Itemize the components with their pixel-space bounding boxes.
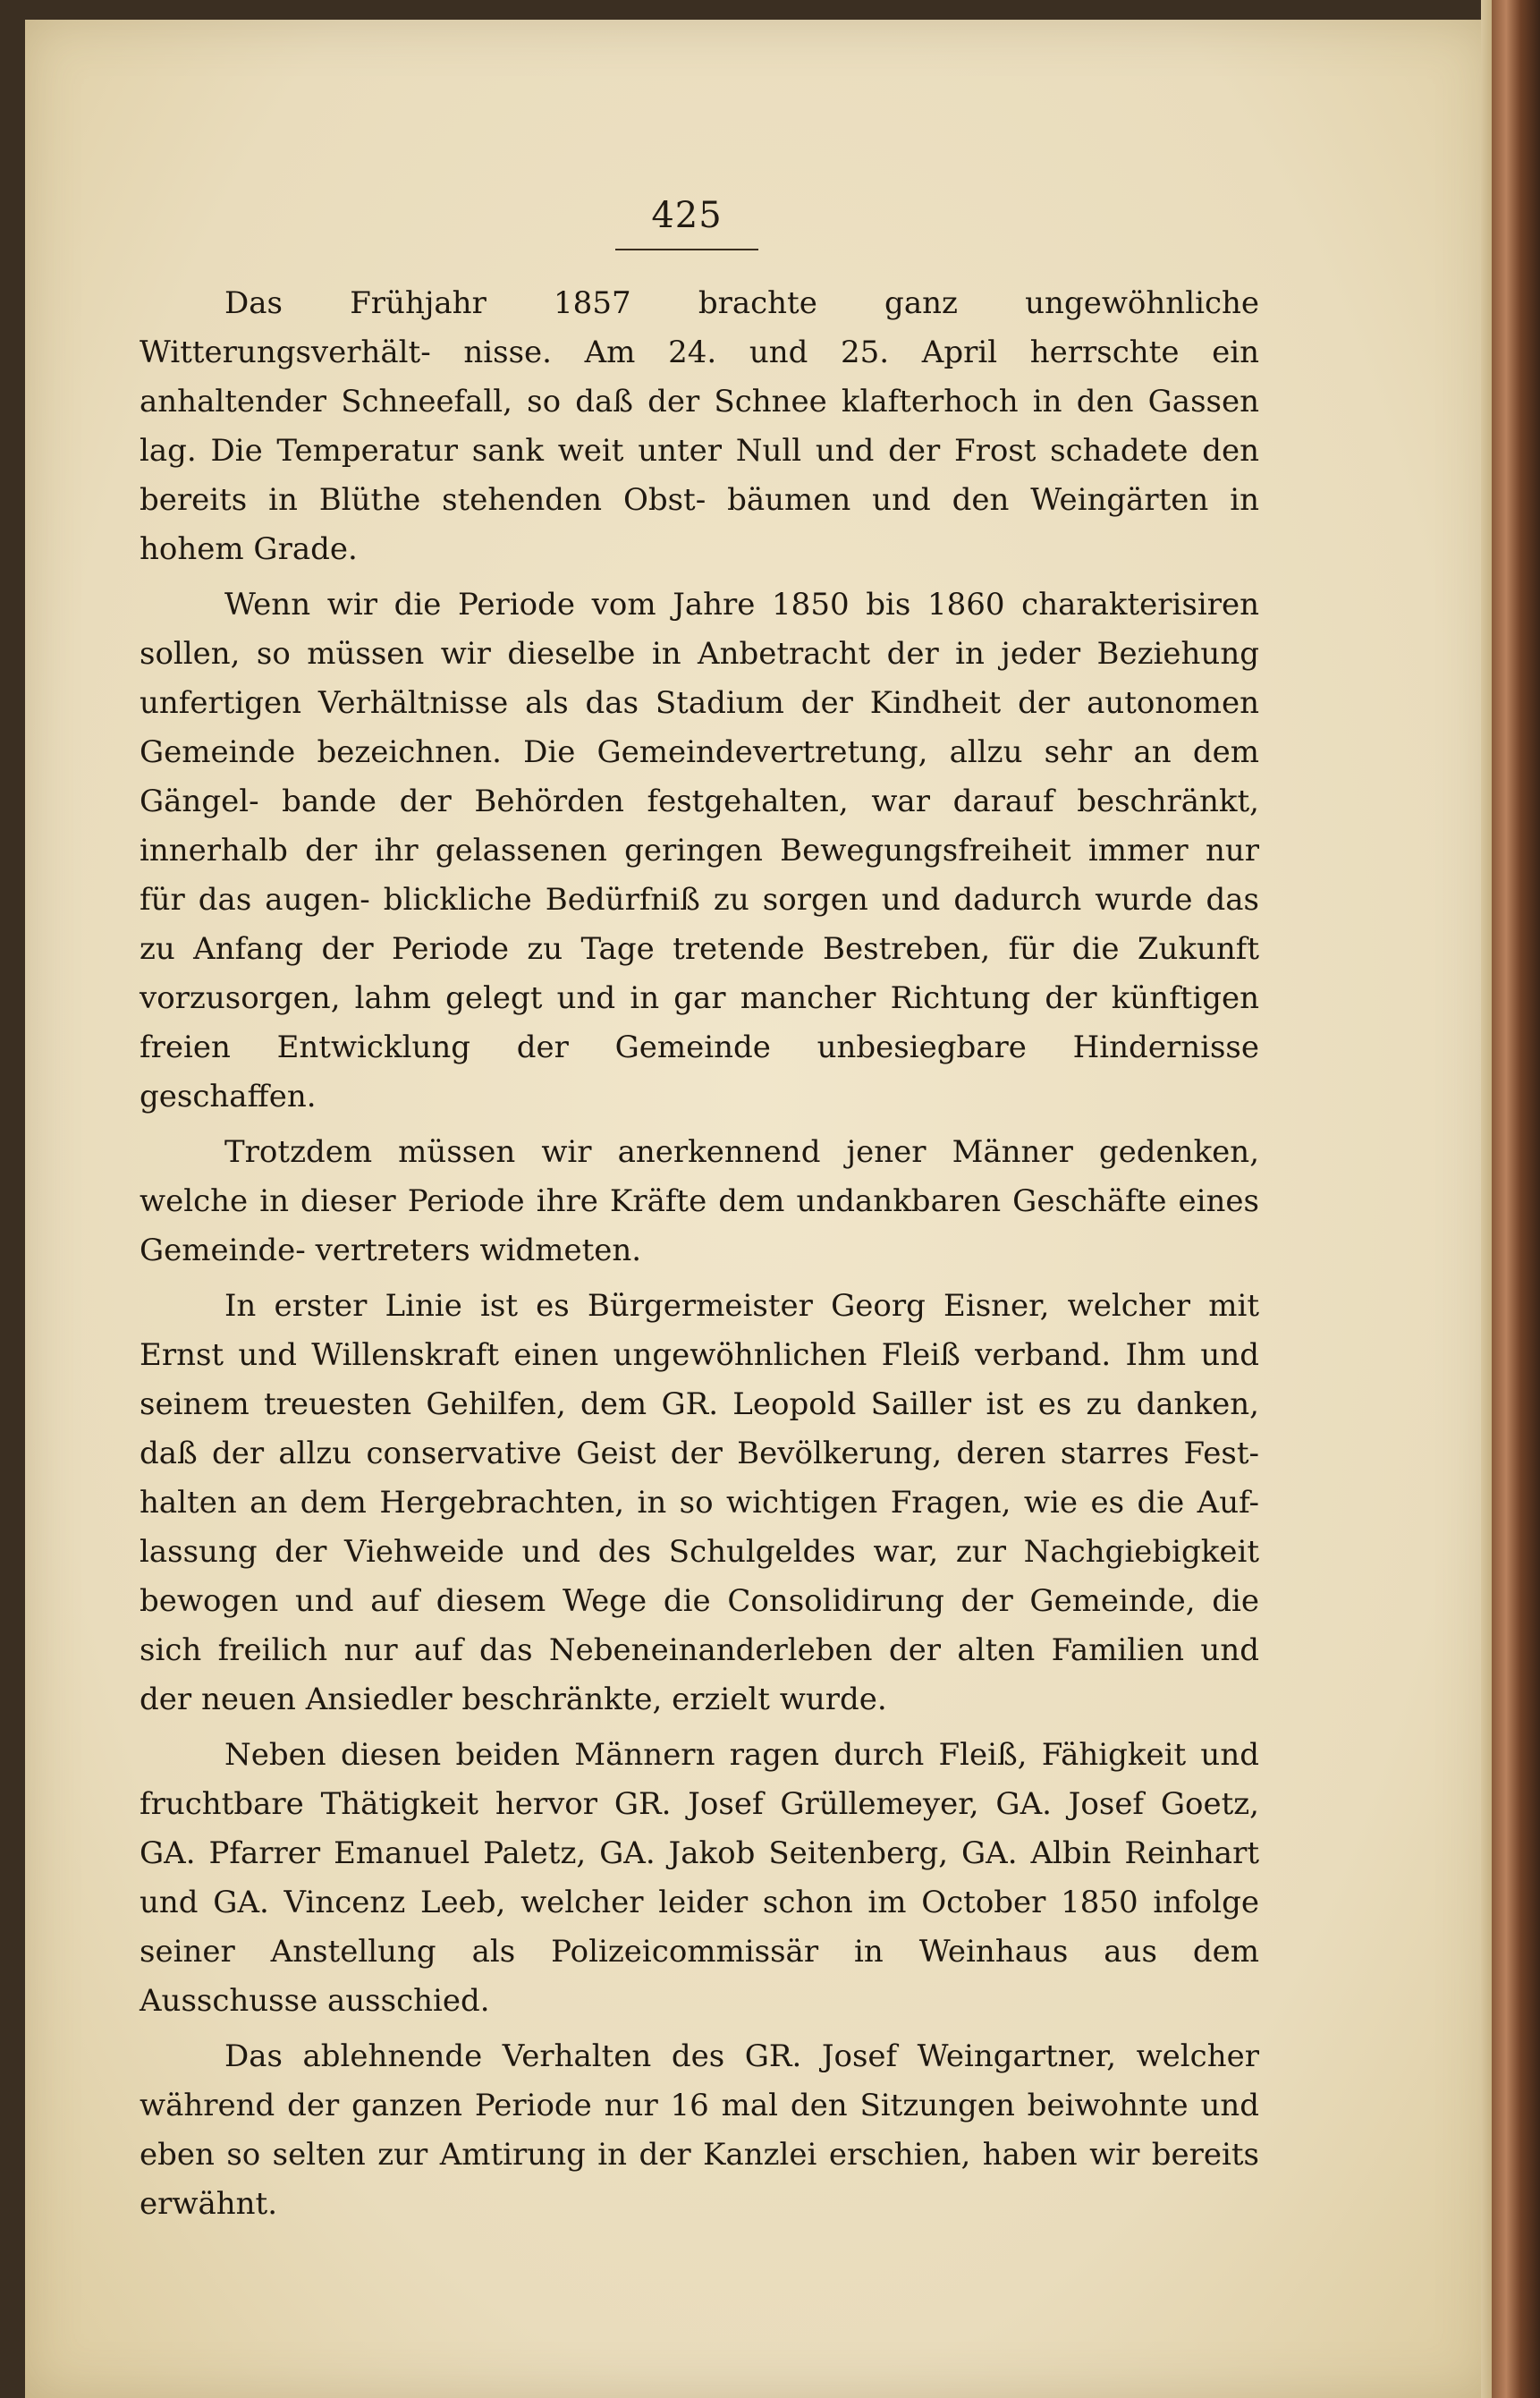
paragraph-other-members: Neben diesen beiden Männern ragen durch Fleiß, Fähigkeit und fruchtbare Thätigkeit hervor GR. Josef Grüllemeyer, GA. Josef Goetz, GA. Pfarrer Emanuel Paletz, GA. Jakob Seitenberg, GA. Albin Reinhart und GA. Vincenz Leeb, welcher leider schon im October 1850 infolge seiner Anstellung als Polizeicommissär in Weinhaus aus dem Ausschusse ausschied. — [140, 1737, 1259, 2019]
page-edge-stack — [1481, 0, 1492, 2398]
paragraph-weather-1857: Das Frühjahr 1857 brachte ganz ungewöhnliche Witterungsverhält- nisse. Am 24. und 25. April herrschte ein anhaltender Schneefall, so daß der Schnee klafterhoch in den Gassen lag. Die Temperatur sank weit unter Null und der Frost schadete den bereits in Blüthe stehenden Obst- bäumen und den Weingärten in hohem Grade. — [140, 285, 1259, 567]
page-number-rule — [615, 249, 758, 250]
book-binding — [1492, 0, 1540, 2398]
paragraph-mayor-eisner: In erster Linie ist es Bürgermeister Georg Eisner, welcher mit Ernst und Willenskraft einen ungewöhnlichen Fleiß verband. Ihm und seinem treuesten Gehilfen, dem GR. Leopold Sailler ist es zu danken, daß der allzu conservative Geist der Bevölkerung, deren starres Fest- halten an dem Hergebrachten, in so wichtigen Fragen, wie es die Auf- lassung der Viehweide und des Schulgeldes war, zur Nachgiebigkeit bewogen und auf diesem Wege die Consolidirung der Gemeinde, die sich freilich nur auf das Nebeneinanderleben der alten Familien und der neuen Ansiedler beschränkte, erzielt wurde. — [140, 1288, 1259, 1717]
paragraph-period-1850-1860: Wenn wir die Periode vom Jahre 1850 bis 1860 charakterisiren sollen, so müssen wir dieselbe in Anbetracht der in jeder Beziehung unfertigen Verhältnisse als das Stadium der Kindheit der autonomen Gemeinde bezeichnen. Die Gemeindevertretung, allzu sehr an dem Gängel- bande der Behörden festgehalten, war darauf beschränkt, innerhalb der ihr gelassenen geringen Bewegungsfreiheit immer nur für das augen- blickliche Bedürfniß zu sorgen und dadurch wurde das zu Anfang der Periode zu Tage tretende Bestreben, für die Zukunft vorzusorgen, lahm gelegt und in gar mancher Richtung der künftigen freien Entwicklung der Gemeinde unbesiegbare Hindernisse geschaffen. — [140, 587, 1259, 1114]
book-page — [25, 20, 1492, 2398]
page-number: 425 — [651, 195, 723, 236]
paragraph-weingartner: Das ablehnende Verhalten des GR. Josef Weingartner, welcher während der ganzen Periode nur 16 mal den Sitzungen beiwohnte und eben so selten zur Amtirung in der Kanzlei erschien, haben wir bereits erwähnt. — [140, 2038, 1259, 2222]
body-text — [140, 279, 1259, 2235]
paragraph-honoring-representatives: Trotzdem müssen wir anerkennend jener Männer gedenken, welche in dieser Periode ihre Kräfte dem undankbaren Geschäfte eines Gemeinde- vertreters widmeten. — [140, 1134, 1259, 1268]
